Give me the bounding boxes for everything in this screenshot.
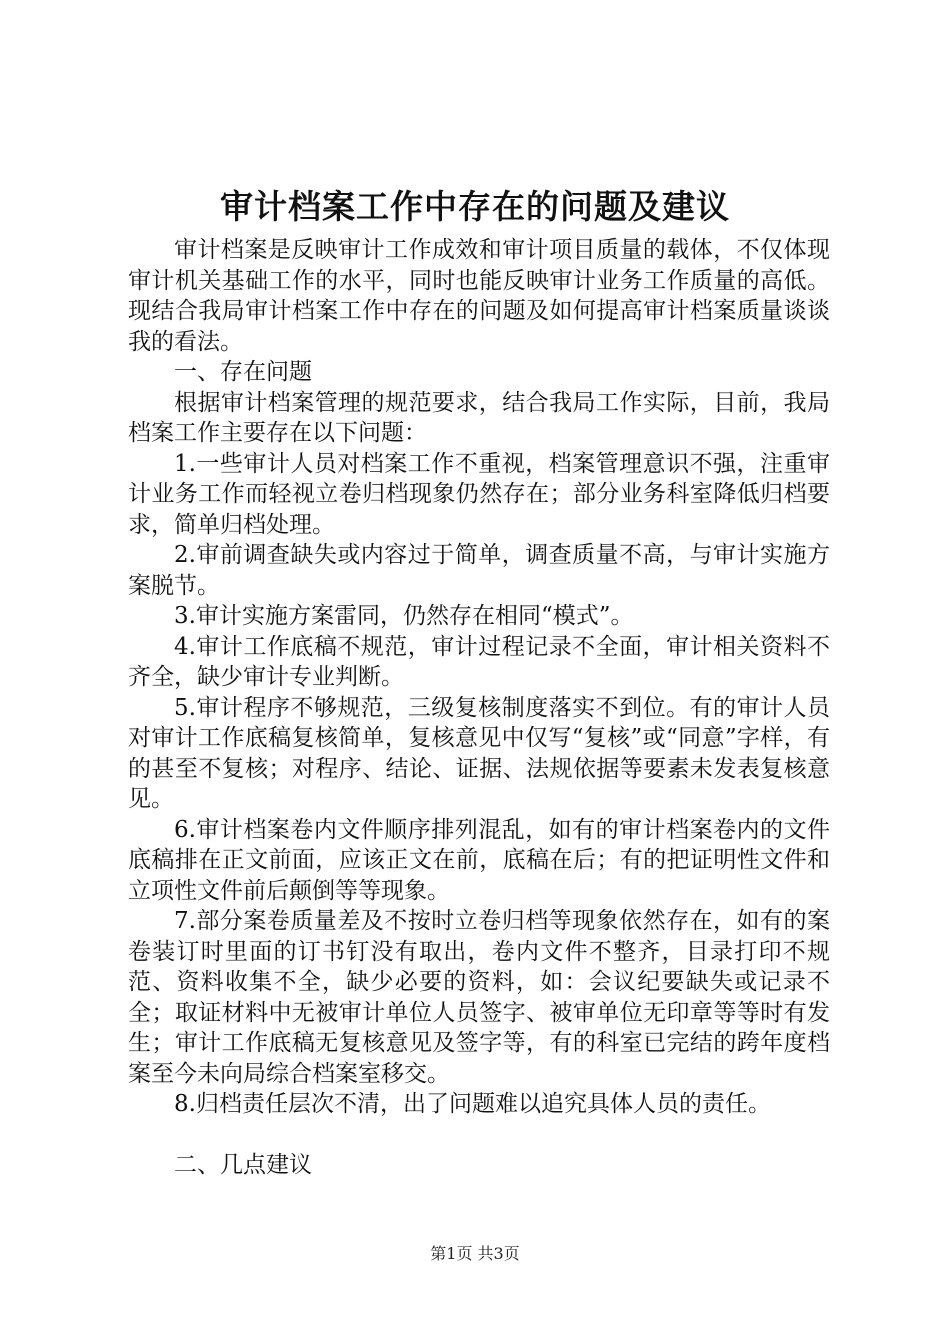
paragraph-gap [128, 1120, 830, 1150]
list-item-2: 2.审前调查缺失或内容过于简单，调查质量不高，与审计实施方案脱节。 [128, 542, 830, 599]
list-item-6: 6.审计档案卷内文件顺序排列混乱，如有的审计档案卷内的文件底稿排在正文前面，应该正文在前，底稿在后；有的把证明性文件和立项性文件前后颠倒等等现象。 [128, 816, 830, 904]
list-item-1: 1.一些审计人员对档案工作不重视，档案管理意识不强，注重审计业务工作而轻视立卷归档现象仍然存在；部分业务科室降低归档要求，简单归档处理。 [128, 450, 830, 538]
page-number-footer: 第1页 共3页 [430, 1244, 520, 1263]
section-heading-problems: 一、存在问题 [174, 359, 312, 385]
paragraph-problems-intro: 根据审计档案管理的规范要求，结合我局工作实际，目前，我局档案工作主要存在以下问题： [128, 389, 830, 446]
list-item-7: 7.部分案卷质量差及不按时立卷归档等现象依然存在，如有的案卷装订时里面的订书钉没有取出，卷内文件不整齐，目录打印不规范、资料收集不全，缺少必要的资料，如：会议纪要缺失或记录不全；取证材料中无被审计单位人员签字、被审单位无印章等等时有发生；审计工作底稿无复核意见及签字等，有的科室已完结的跨年度档案至今未向局综合档案室移交。 [128, 908, 830, 1087]
list-item-4: 4.审计工作底稿不规范，审计过程记录不全面，审计相关资料不齐全，缺少审计专业判断。 [128, 633, 830, 690]
section-heading-suggestions: 二、几点建议 [174, 1151, 312, 1178]
list-item-8: 8.归档责任层次不清，出了问题难以追究具体人员的责任。 [174, 1091, 771, 1117]
list-item-3: 3.审计实施方案雷同，仍然存在相同“模式”。 [174, 603, 634, 629]
list-item-5: 5.审计程序不够规范，三级复核制度落实不到位。有的审计人员对审计工作底稿复核简单，复核意见中仅写“复核”或“同意”字样，有的甚至不复核；对程序、结论、证据、法规依据等要素未发表复核意见。 [128, 694, 830, 812]
document-title: 审计档案工作中存在的问题及建议 [220, 187, 730, 226]
document-body [128, 235, 830, 1180]
paragraph-intro: 审计档案是反映审计工作成效和审计项目质量的载体，不仅体现审计机关基础工作的水平，同时也能反映审计业务工作质量的高低。现结合我局审计档案工作中存在的问题及如何提高审计档案质量谈谈我的看法。 [128, 237, 830, 355]
